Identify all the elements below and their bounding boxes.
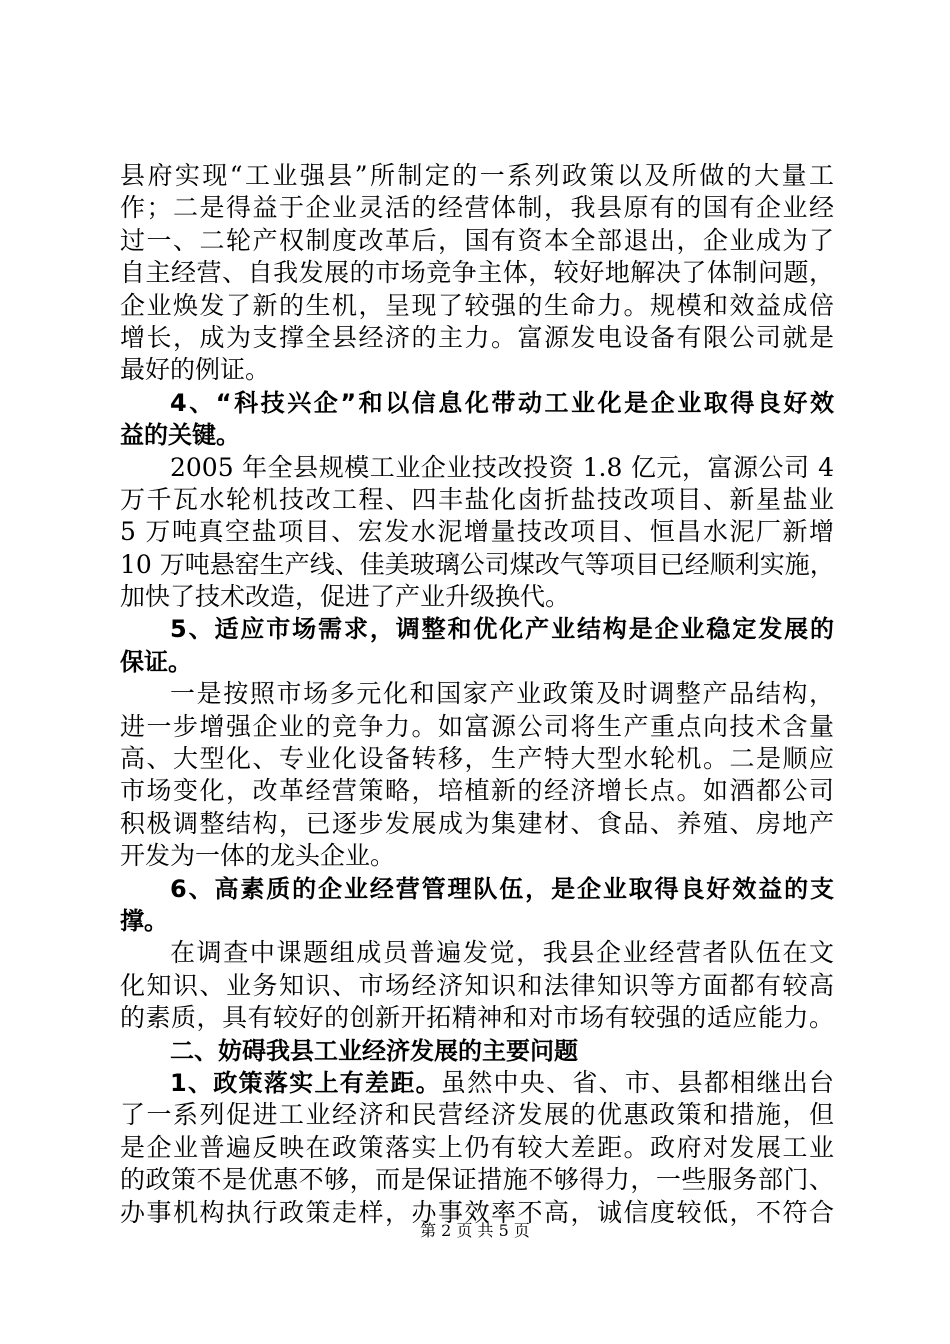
text-line: 高、大型化、专业化设备转移，生产特大型水轮机。二是顺应 [120, 744, 834, 774]
section-heading-line: 4、“科技兴企”和以信息化带动工业化是企业取得良好效 [170, 388, 834, 417]
text-line: 一是按照市场多元化和国家产业政策及时调整产品结构， [170, 679, 834, 709]
text-line: 的政策不是优惠不够，而是保证措施不够得力，一些服务部门、 [120, 1165, 834, 1195]
section-heading-line: 益的关键。 [120, 421, 240, 450]
text-line: 县府实现“工业强县”所制定的一系列政策以及所做的大量工 [120, 161, 834, 190]
text-line: 化知识、业务知识、市场经济知识和法律知识等方面都有较高 [120, 970, 834, 1000]
text-line: 办事机构执行政策走样，办事效率不高，诚信度较低，不符合 [120, 1197, 834, 1227]
text-line: 增长，成为支撑全县经济的主力。富源发电设备有限公司就是 [120, 322, 834, 352]
section-heading-line: 5、适应市场需求，调整和优化产业结构是企业稳定发展的 [170, 615, 834, 644]
text-line: 的素质，具有较好的创新开拓精神和对市场有较强的适应能力。 [120, 1003, 834, 1033]
section-heading-line: 二、妨碍我县工业经济发展的主要问题 [170, 1036, 578, 1065]
text-line: 进一步增强企业的竞争力。如富源公司将生产重点向技术含量 [120, 711, 834, 741]
text-line: 市场变化，改革经营策略，培植新的经济增长点。如酒都公司 [120, 776, 834, 806]
section-heading-line: 撑。 [120, 906, 168, 935]
text-line: 了一系列促进工业经济和民营经济发展的优惠政策和措施，但 [120, 1100, 834, 1130]
text-line: 10 万吨悬窑生产线、佳美玻璃公司煤改气等项目已经顺利实施， [120, 549, 835, 579]
page-footer: 第 2 页 共 5 页 [420, 1221, 530, 1240]
text-line: 加快了技术改造，促进了产业升级换代。 [120, 582, 571, 612]
section-heading-line: 6、高素质的企业经营管理队伍，是企业取得良好效益的支 [170, 874, 834, 903]
text-line: 最好的例证。 [120, 355, 271, 385]
text-line: 5 万吨真空盐项目、宏发水泥增量技改项目、恒昌水泥厂新增 [120, 517, 834, 547]
line-text: 虽然中央、省、市、县都相继出台 [440, 1067, 834, 1097]
text-line: 2005 年全县规模工业企业技改投资 1.8 亿元，富源公司 4 [170, 452, 834, 482]
text-line: 企业焕发了新的生机，呈现了较强的生命力。规模和效益成倍 [120, 290, 834, 320]
text-line: 积极调整结构，已逐步发展成为集建材、食品、养殖、房地产 [120, 808, 834, 838]
section-heading-inline: 1、政策落实上有差距。 [170, 1068, 441, 1097]
section-heading-line: 保证。 [120, 647, 192, 676]
text-line: 是企业普遍反映在政策落实上仍有较大差距。政府对发展工业 [120, 1132, 834, 1162]
text-line: 开发为一体的龙头企业。 [120, 841, 396, 871]
document-body [120, 160, 834, 1229]
text-line: 万千瓦水轮机技改工程、四丰盐化卤折盐技改项目、新星盐业 [120, 484, 834, 514]
text-line: 作；二是得益于企业灵活的经营体制，我县原有的国有企业经 [120, 193, 834, 223]
text-line: 过一、二轮产权制度改革后，国有资本全部退出，企业成为了 [120, 225, 834, 255]
text-line: 在调查中课题组成员普遍发觉，我县企业经营者队伍在文 [170, 938, 834, 968]
text-line: 自主经营、自我发展的市场竞争主体，较好地解决了体制问题， [120, 258, 834, 288]
text-line [120, 1067, 834, 1099]
